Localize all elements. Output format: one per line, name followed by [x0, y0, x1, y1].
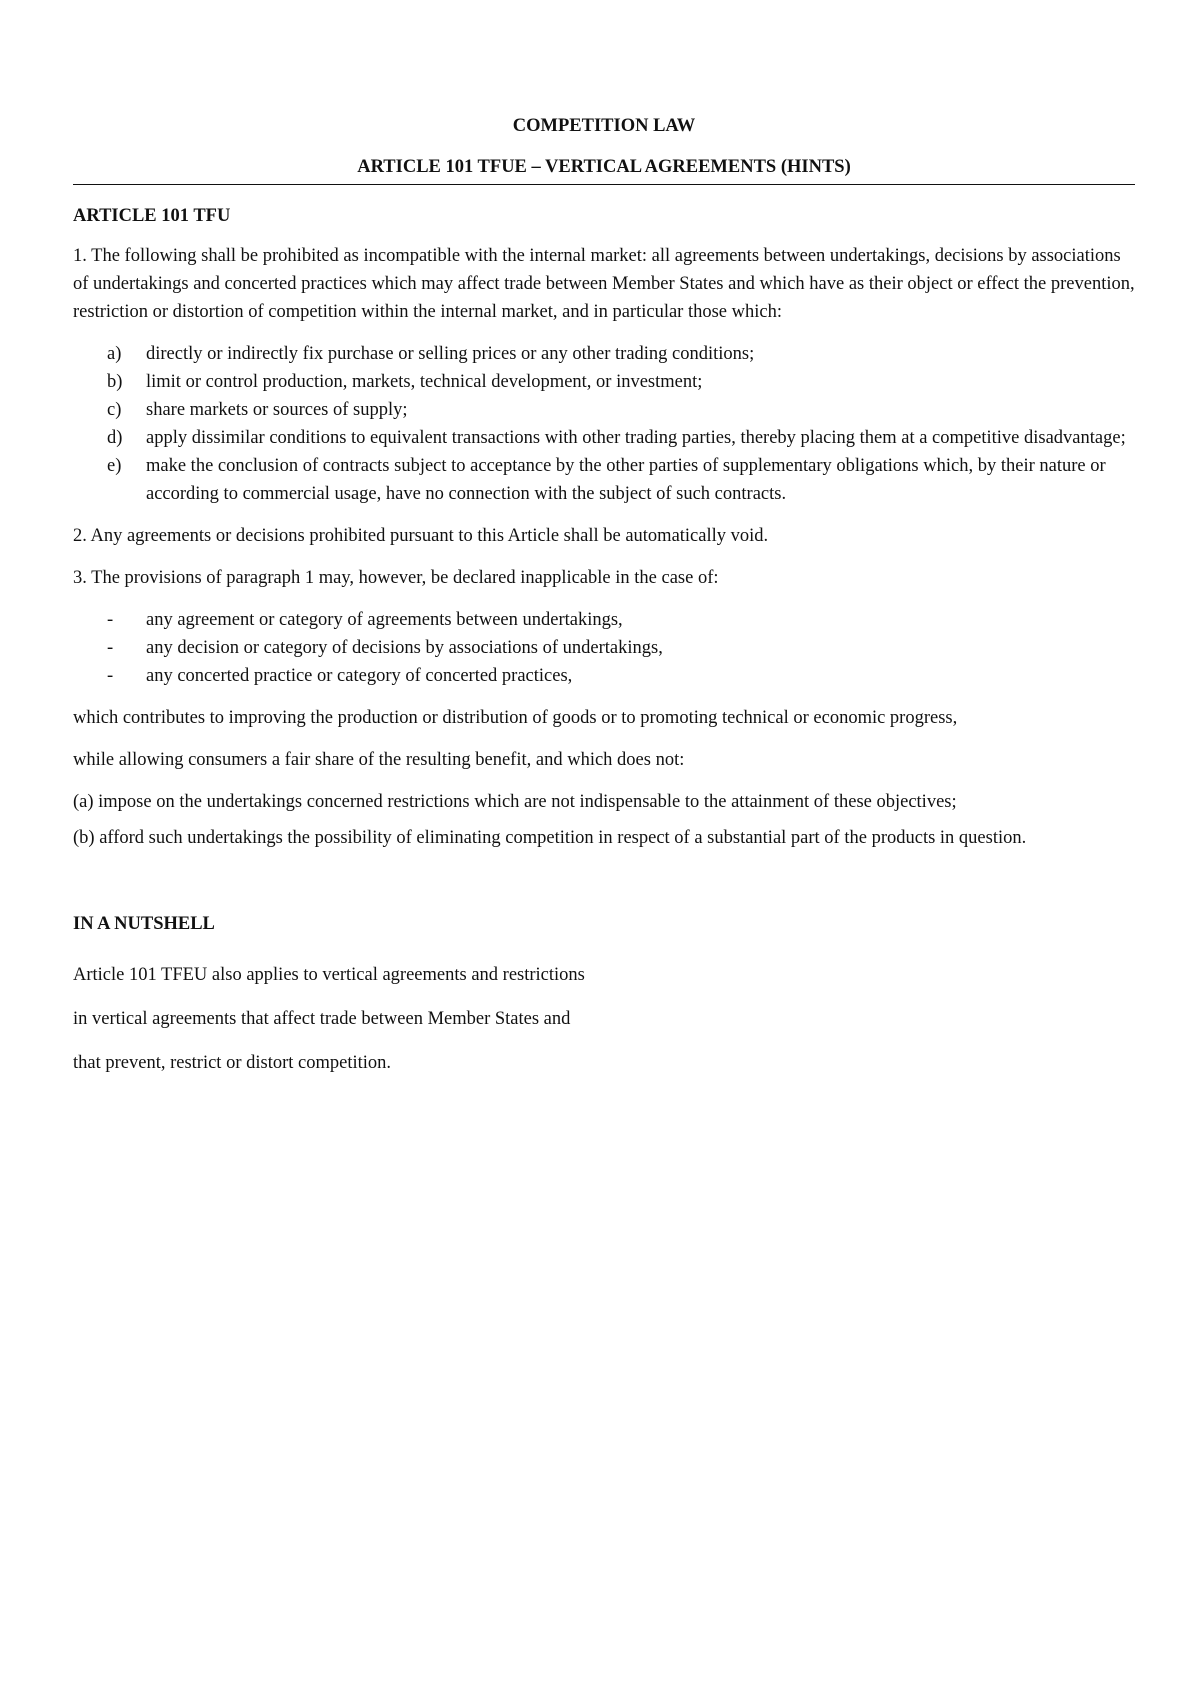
- prohibited-practices-list: [73, 340, 1135, 508]
- list-marker: d): [107, 428, 123, 448]
- document-subtitle: ARTICLE 101 TFUE – VERTICAL AGREEMENTS (HINTS): [357, 157, 851, 177]
- list-marker: -: [107, 666, 114, 686]
- document-title: COMPETITION LAW: [512, 116, 696, 136]
- list-marker: b): [107, 372, 123, 392]
- list-item: [73, 424, 1135, 452]
- paragraph-3: 3. The provisions of paragraph 1 may, however, be declared inapplicable in the case of:: [73, 568, 719, 588]
- exemption-categories-list: [73, 606, 1135, 690]
- list-item-text: any concerted practice or category of concerted practices,: [146, 666, 573, 686]
- paragraph-4: which contributes to improving the production or distribution of goods or to promoting technical or economic progress,: [73, 708, 958, 728]
- section-heading-nutshell: IN A NUTSHELL: [73, 914, 215, 934]
- list-item: [73, 340, 1135, 368]
- list-item-text: share markets or sources of supply;: [146, 400, 408, 420]
- list-item: [73, 634, 1135, 662]
- title-divider: [73, 184, 1135, 185]
- paragraph-7: (b) afford such undertakings the possibility of eliminating competition in respect of a substantial part of the products in question.: [73, 828, 1027, 848]
- list-marker: -: [107, 610, 114, 630]
- section-heading-article-101: ARTICLE 101 TFU: [73, 206, 231, 226]
- list-marker: e): [107, 456, 122, 476]
- list-marker: -: [107, 638, 114, 658]
- list-item: [73, 662, 1135, 690]
- paragraph-1: 1. The following shall be prohibited as incompatible with the internal market: all agreements between undertakings, decisions by associations of undertakings and concerted practices which may affect trade between Member States and which have as their object or effect the prevention, restriction or distortion of competition within the internal market, and in particular those which:: [73, 246, 1135, 322]
- list-marker: c): [107, 400, 122, 420]
- list-marker: a): [107, 344, 122, 364]
- nutshell-paragraph: Article 101 TFEU also applies to vertical agreements and restrictions in vertical agreements that affect trade between Member States and that prevent, restrict or distort competition.: [73, 965, 585, 1073]
- list-item: [73, 452, 1135, 508]
- list-item-text: any decision or category of decisions by associations of undertakings,: [146, 638, 663, 658]
- list-item-text: make the conclusion of contracts subject to acceptance by the other parties of supplementary obligations which, by their nature or according to commercial usage, have no connection with the subject of such contracts.: [146, 456, 1106, 504]
- paragraph-2: 2. Any agreements or decisions prohibited pursuant to this Article shall be automatically void.: [73, 526, 769, 546]
- paragraph-5: while allowing consumers a fair share of the resulting benefit, and which does not:: [73, 750, 685, 770]
- list-item: [73, 396, 1135, 424]
- list-item: [73, 606, 1135, 634]
- document-page: [73, 112, 1135, 1085]
- list-item-text: any agreement or category of agreements between undertakings,: [146, 610, 623, 630]
- list-item-text: apply dissimilar conditions to equivalent transactions with other trading parties, thereby placing them at a competitive disadvantage;: [146, 428, 1126, 448]
- paragraph-6: (a) impose on the undertakings concerned restrictions which are not indispensable to the attainment of these objectives;: [73, 792, 957, 812]
- list-item-text: limit or control production, markets, technical development, or investment;: [146, 372, 703, 392]
- list-item: [73, 368, 1135, 396]
- list-item-text: directly or indirectly fix purchase or selling prices or any other trading conditions;: [146, 344, 755, 364]
